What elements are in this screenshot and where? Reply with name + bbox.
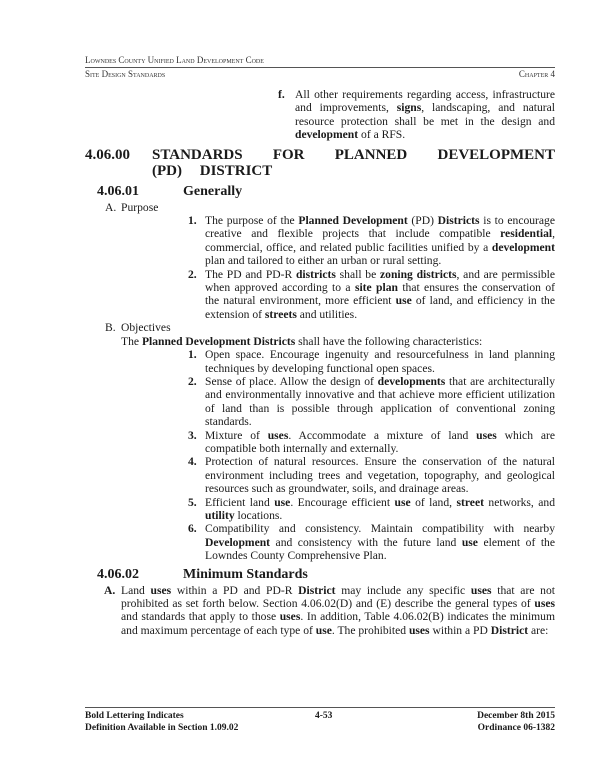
text-run: within a PD and PD-R <box>171 583 299 597</box>
paragraph <box>188 374 555 429</box>
list-marker: B. <box>105 321 116 335</box>
header-chapter: Chapter 4 <box>518 69 555 79</box>
text-run: . Encourage efficient <box>290 495 395 509</box>
running-header-title: Lowndes County Unified Land Development Code <box>85 55 555 68</box>
text-run: All other requirements regarding access, infrastructure and improvements, <box>295 88 555 115</box>
list-marker: f. <box>278 88 285 101</box>
defined-term: utility <box>205 508 235 522</box>
defined-term: uses <box>534 597 555 610</box>
text-run: shall have the following characteristics: <box>295 334 483 348</box>
paragraph <box>188 428 555 456</box>
paragraph <box>104 583 555 638</box>
subsection-heading <box>97 567 555 583</box>
list-marker: 6. <box>188 522 197 536</box>
defined-term: developments <box>377 374 446 388</box>
text-run: Purpose <box>121 200 159 214</box>
page-body <box>85 88 555 637</box>
defined-term: Development <box>205 535 271 549</box>
paragraph <box>105 321 555 334</box>
text-run: is to encourage creative and flexible projects that include compatible <box>205 214 556 241</box>
defined-term: development <box>491 240 555 254</box>
subsection-title: Generally <box>183 183 243 199</box>
text-run: of land, <box>410 495 457 509</box>
defined-term: Districts <box>437 214 480 228</box>
defined-term: districts <box>295 267 336 281</box>
text-run: which are compatible both internally and externally. <box>205 428 555 455</box>
paragraph <box>188 495 555 523</box>
list-marker: 3. <box>188 428 197 442</box>
text-run: shall be <box>335 267 380 281</box>
text-run: , commercial, office, and related public facilities unified by a <box>205 227 555 254</box>
defined-term: uses <box>267 428 289 442</box>
text-run: of land, and efficiency in the extension of <box>205 294 555 321</box>
defined-term: residential <box>500 227 553 241</box>
text-run: locations. <box>234 508 283 522</box>
text-run: element of the Lowndes County Comprehensive Plan. <box>205 535 555 563</box>
defined-term: District <box>490 623 529 637</box>
paragraph <box>188 214 556 268</box>
text-run: The purpose of the <box>205 214 299 228</box>
paragraph <box>278 88 556 142</box>
text-run: (PD) <box>407 214 438 228</box>
paragraph <box>188 267 556 322</box>
subsection-number: 4.06.02 <box>97 566 139 582</box>
defined-term: use <box>274 495 291 509</box>
text-run: Open space. Encourage ingenuity and resourcefulness in land planning techniques by developing functional open spaces. <box>205 348 555 375</box>
block-group <box>85 584 555 638</box>
defined-term: streets <box>264 307 297 321</box>
list-marker: 5. <box>188 495 197 509</box>
paragraph <box>121 335 555 348</box>
section-heading <box>85 147 555 180</box>
text-run: may include any specific <box>335 583 471 597</box>
defined-term: use <box>395 294 412 308</box>
defined-term: site plan <box>354 281 398 295</box>
text-run: networks, and <box>483 495 555 509</box>
text-run: . The prohibited <box>331 623 409 637</box>
subsection-heading <box>97 184 555 200</box>
defined-term: uses <box>150 583 172 597</box>
text-run: are: <box>528 623 549 637</box>
section-number: 4.06.00 <box>85 146 130 163</box>
defined-term: street <box>456 495 484 509</box>
text-run: The PD and PD-R <box>205 267 296 281</box>
paragraph <box>188 348 555 375</box>
defined-term: uses <box>476 428 497 442</box>
defined-term: signs <box>396 101 422 115</box>
block-group <box>85 88 555 142</box>
defined-term: District <box>298 583 336 597</box>
paragraph <box>105 201 555 214</box>
footer-note: Bold Lettering Indicates <box>85 711 184 721</box>
defined-term: Planned Development Districts <box>141 334 296 348</box>
list-marker: 1. <box>188 348 197 362</box>
text-run: Land <box>121 583 151 597</box>
footer-ordinance: Ordinance 06-1382 <box>477 722 555 733</box>
paragraph <box>188 455 555 496</box>
text-run: of a RFS. <box>358 128 406 142</box>
page-number: 4-53 <box>315 711 333 721</box>
text-run: , landscaping, and natural resource protection shall be met in the design and <box>295 101 556 128</box>
text-run: Objectives <box>121 321 171 335</box>
list-marker: A. <box>104 583 116 597</box>
text-run: , and are permissible when approved according to a <box>205 267 556 295</box>
list-marker: A. <box>105 200 117 214</box>
text-run: Mixture of <box>205 428 268 442</box>
list-marker: 1. <box>188 214 197 228</box>
paragraph <box>188 522 555 563</box>
text-run: and utilities. <box>296 307 358 321</box>
text-run: and standards that apply to those <box>121 610 280 624</box>
section-title: STANDARDS FOR PLANNED DEVELOPMENT (PD) DISTRICT <box>152 146 555 180</box>
block-group <box>85 201 555 563</box>
subsection-number: 4.06.01 <box>97 183 139 199</box>
defined-term: use <box>461 535 478 549</box>
page-footer <box>85 707 555 734</box>
defined-term: use <box>315 623 332 637</box>
running-header <box>85 69 555 80</box>
text-run: Sense of place. Allow the design of <box>205 374 378 388</box>
text-run: . Accommodate a mixture of land <box>288 428 477 442</box>
text-run: within a PD <box>429 623 491 637</box>
footer-date: December 8th 2015 <box>477 711 555 721</box>
defined-term: uses <box>408 623 430 637</box>
footer-note-2: Definition Available in Section 1.09.02 <box>85 722 239 733</box>
list-marker: 4. <box>188 455 197 469</box>
defined-term: use <box>394 495 411 509</box>
defined-term: uses <box>470 583 492 597</box>
text-run: Compatibility and consistency. Maintain compatibility with nearby <box>205 522 555 536</box>
text-run: that are architecturally and environmentally innovative and that achieve more efficient utilization of land than is possible through application of conventional zoning standards. <box>205 374 555 429</box>
defined-term: Planned Development <box>298 214 408 228</box>
text-run: and consistency with the future land <box>270 535 462 549</box>
defined-term: zoning districts <box>380 267 457 281</box>
text-run: Protection of natural resources. Ensure the conservation of the natural environment including trees and vegetation, topography, and geological resources such as groundwater, soils, and drainage areas. <box>205 455 555 496</box>
text-run: that ensures the conservation of the natural environment, more efficient <box>205 281 555 308</box>
list-marker: 2. <box>188 267 197 281</box>
text-run: . In addition, Table 4.06.02(B) indicates the minimum and maximum percentage of each type of <box>121 610 555 637</box>
subsection-title: Minimum Standards <box>183 566 308 582</box>
text-run: Efficient land <box>205 495 275 509</box>
text-run: plan and tailored to either an urban or rural setting. <box>205 254 442 268</box>
defined-term: development <box>295 128 359 142</box>
defined-term: uses <box>279 610 301 624</box>
text-run: The <box>121 334 142 348</box>
header-section: Site Design Standards <box>85 69 166 79</box>
text-run: that are not prohibited as set forth below. Section 4.06.02(D) and (E) describe the general types of <box>121 583 555 610</box>
list-marker: 2. <box>188 374 197 388</box>
